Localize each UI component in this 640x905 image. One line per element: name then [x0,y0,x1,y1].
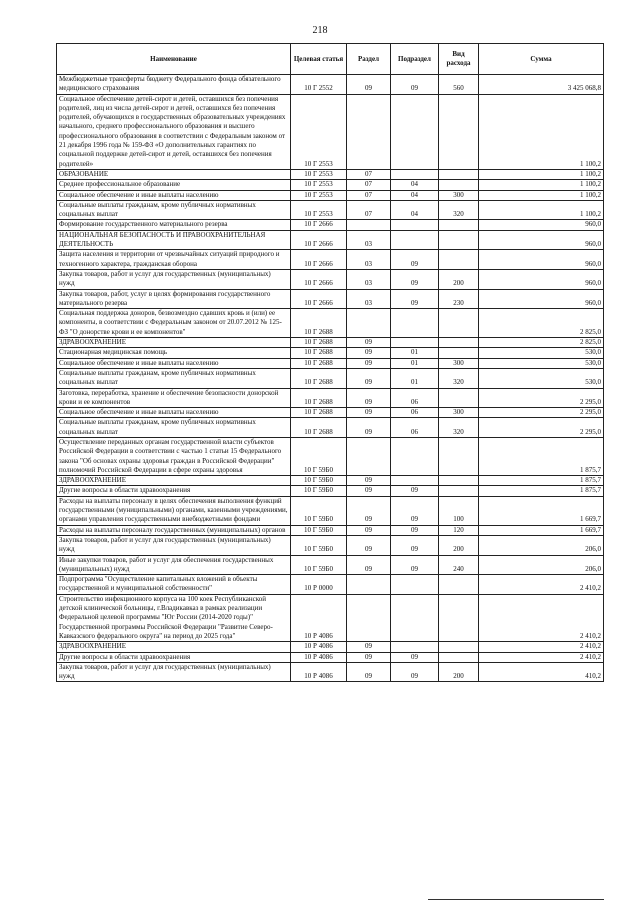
table-row [57,535,604,555]
row-amount-cell: 530,0 [479,358,604,368]
table-row [57,289,604,309]
row-expense-type-cell: 200 [439,535,479,555]
row-expense-type-cell: 300 [439,408,479,418]
row-section-cell: 09 [347,486,391,496]
row-section-cell: 07 [347,200,391,220]
row-expense-type-cell [439,180,479,190]
row-code-cell: 10 Г 2553 [291,169,347,179]
row-name-cell: Социальная поддержка доноров, безвозмездно сдавших кровь и (или) ее компоненты, в соответствии с Федеральным законом от 20.07.2012 № 125-ФЗ "О донорстве крови и ее компонентов" [57,309,291,338]
row-section-cell: 07 [347,190,391,200]
row-code-cell: 10 Г 2688 [291,358,347,368]
column-header-subsection: Подраздел [391,44,439,75]
row-name-cell: ОБРАЗОВАНИЕ [57,169,291,179]
row-name-cell: Иные закупки товаров, работ и услуг для обеспечения государственных (муниципальных) нужд [57,555,291,575]
row-amount-cell: 410,2 [479,662,604,682]
row-amount-cell: 960,0 [479,289,604,309]
table-row [57,437,604,475]
row-section-cell: 09 [347,75,391,95]
row-section-cell: 07 [347,169,391,179]
row-amount-cell: 2 825,0 [479,338,604,348]
row-section-cell: 09 [347,652,391,662]
row-expense-type-cell: 230 [439,289,479,309]
row-section-cell: 09 [347,555,391,575]
row-expense-type-cell [439,220,479,230]
row-section-cell: 09 [347,348,391,358]
row-expense-type-cell [439,575,479,595]
row-name-cell: Социальные выплаты гражданам, кроме публичных нормативных социальных выплат [57,200,291,220]
row-code-cell: 10 Г 2553 [291,94,347,169]
row-section-cell: 09 [347,408,391,418]
row-section-cell [347,594,391,641]
row-section-cell: 09 [347,642,391,652]
row-name-cell: Стационарная медицинская помощь [57,348,291,358]
row-amount-cell: 2 295,0 [479,388,604,408]
row-section-cell: 07 [347,180,391,190]
row-expense-type-cell: 240 [439,555,479,575]
row-subsection-cell [391,642,439,652]
row-code-cell: 10 Г 59Б0 [291,535,347,555]
row-amount-cell: 960,0 [479,220,604,230]
row-subsection-cell: 04 [391,190,439,200]
row-section-cell: 09 [347,496,391,525]
row-name-cell: Закупка товаров, работ и услуг для государственных (муниципальных) нужд [57,269,291,289]
row-subsection-cell [391,309,439,338]
row-code-cell: 10 Г 2688 [291,338,347,348]
row-code-cell: 10 Г 2666 [291,269,347,289]
row-amount-cell: 2 410,2 [479,575,604,595]
row-section-cell [347,94,391,169]
row-code-cell: 10 Г 2688 [291,408,347,418]
row-subsection-cell [391,437,439,475]
row-subsection-cell: 09 [391,269,439,289]
row-subsection-cell: 09 [391,289,439,309]
row-name-cell: Осуществление переданных органам государственной власти субъектов Российской Федерации в соответствии с частью 1 статьи 15 Федерального закона "Об основах охраны здоровья граждан в Российской Федерации" полномочий Российской Федерации в сфере охраны здоровья [57,437,291,475]
row-expense-type-cell [439,594,479,641]
table-row [57,575,604,595]
row-amount-cell: 2 410,2 [479,594,604,641]
row-subsection-cell: 09 [391,662,439,682]
row-expense-type-cell: 100 [439,496,479,525]
row-expense-type-cell: 320 [439,418,479,438]
row-expense-type-cell [439,309,479,338]
row-expense-type-cell [439,338,479,348]
table-header-row [57,44,604,75]
row-section-cell: 09 [347,338,391,348]
row-expense-type-cell [439,652,479,662]
column-header-amount: Сумма [479,44,604,75]
table-row [57,408,604,418]
row-name-cell: Социальные выплаты гражданам, кроме публичных нормативных социальных выплат [57,418,291,438]
row-code-cell: 10 Г 2666 [291,289,347,309]
row-section-cell [347,309,391,338]
row-code-cell: 10 Г 2666 [291,230,347,250]
table-row [57,486,604,496]
page-number: 218 [312,25,328,36]
row-expense-type-cell [439,94,479,169]
budget-table [56,43,604,682]
row-amount-cell: 1 100,2 [479,169,604,179]
table-row [57,220,604,230]
row-subsection-cell [391,230,439,250]
row-subsection-cell [391,476,439,486]
row-code-cell: 10 Г 2666 [291,220,347,230]
row-amount-cell: 3 425 068,8 [479,75,604,95]
row-code-cell: 10 Р 4086 [291,594,347,641]
row-code-cell: 10 Г 2553 [291,200,347,220]
row-name-cell: Другие вопросы в области здравоохранения [57,652,291,662]
row-amount-cell: 1 100,2 [479,200,604,220]
row-subsection-cell: 01 [391,348,439,358]
row-name-cell: Защита населения и территории от чрезвычайных ситуаций природного и техногенного характера, гражданская оборона [57,250,291,270]
row-section-cell: 09 [347,535,391,555]
row-expense-type-cell [439,388,479,408]
row-code-cell: 10 Г 59Б0 [291,437,347,475]
row-expense-type-cell [439,230,479,250]
row-subsection-cell: 09 [391,486,439,496]
row-code-cell: 10 Г 59Б0 [291,486,347,496]
row-subsection-cell: 09 [391,525,439,535]
row-section-cell: 09 [347,525,391,535]
row-name-cell: Закупка товаров, работ и услуг для государственных (муниципальных) нужд [57,535,291,555]
row-section-cell [347,437,391,475]
row-name-cell: Социальные выплаты гражданам, кроме публичных нормативных социальных выплат [57,368,291,388]
row-name-cell: ЗДРАВООХРАНЕНИЕ [57,642,291,652]
row-expense-type-cell [439,169,479,179]
row-expense-type-cell [439,642,479,652]
table-row [57,200,604,220]
row-section-cell [347,220,391,230]
row-amount-cell: 206,0 [479,555,604,575]
row-amount-cell: 1 669,7 [479,496,604,525]
row-code-cell: 10 Г 2688 [291,348,347,358]
row-amount-cell: 1 100,2 [479,190,604,200]
row-section-cell: 03 [347,230,391,250]
row-amount-cell: 960,0 [479,230,604,250]
table-row [57,652,604,662]
row-subsection-cell: 01 [391,368,439,388]
row-subsection-cell: 09 [391,555,439,575]
table-row [57,250,604,270]
row-subsection-cell [391,169,439,179]
row-subsection-cell: 09 [391,652,439,662]
table-row [57,230,604,250]
row-section-cell: 09 [347,388,391,408]
row-expense-type-cell: 200 [439,662,479,682]
row-subsection-cell: 09 [391,75,439,95]
row-subsection-cell [391,575,439,595]
row-code-cell: 10 Р 0000 [291,575,347,595]
row-expense-type-cell [439,486,479,496]
row-section-cell: 03 [347,250,391,270]
table-row [57,418,604,438]
row-expense-type-cell [439,250,479,270]
row-amount-cell: 2 295,0 [479,408,604,418]
footer-rule [428,899,604,900]
table-row [57,555,604,575]
table-row [57,358,604,368]
row-subsection-cell [391,338,439,348]
row-expense-type-cell [439,437,479,475]
table-row [57,190,604,200]
row-code-cell: 10 Г 59Б0 [291,525,347,535]
row-code-cell: 10 Г 2552 [291,75,347,95]
row-subsection-cell [391,94,439,169]
row-code-cell: 10 Г 2688 [291,388,347,408]
row-section-cell: 03 [347,269,391,289]
table-body [57,75,604,682]
row-name-cell: Социальное обеспечение детей-сирот и детей, оставшихся без попечения родителей, лиц из числа детей-сирот и детей, оставшихся без попечения родителей, обучающихся в государственных образовательных учреждениях начального, среднего профессионального образования и высшего профессионального образования в соответствии с Федеральным законом от 21 декабря 1996 года № 159-ФЗ «О дополнительных гарантиях по социальной поддержке детей-сирот и детей, оставшихся без попечения родителей» [57,94,291,169]
row-name-cell: Расходы на выплаты персоналу государственных (муниципальных) органов [57,525,291,535]
row-amount-cell: 1 100,2 [479,180,604,190]
column-header-section: Раздел [347,44,391,75]
row-code-cell: 10 Г 2553 [291,190,347,200]
row-section-cell [347,575,391,595]
row-name-cell: Среднее профессиональное образование [57,180,291,190]
row-name-cell: Формирование государственного материального резерва [57,220,291,230]
row-code-cell: 10 Г 59Б0 [291,476,347,486]
row-amount-cell: 2 410,2 [479,642,604,652]
row-name-cell: Заготовка, переработка, хранение и обеспечение безопасности донорской крови и ее компонентов [57,388,291,408]
row-code-cell: 10 Г 2688 [291,309,347,338]
row-code-cell: 10 Г 2688 [291,368,347,388]
row-expense-type-cell: 560 [439,75,479,95]
row-subsection-cell: 09 [391,535,439,555]
column-header-expense-type: Вид расхода [439,44,479,75]
row-amount-cell: 1 669,7 [479,525,604,535]
row-name-cell: Другие вопросы в области здравоохранения [57,486,291,496]
table-row [57,662,604,682]
table-row [57,388,604,408]
row-name-cell: Социальное обеспечение и иные выплаты населению [57,408,291,418]
table-row [57,525,604,535]
row-name-cell: Социальное обеспечение и иные выплаты населению [57,190,291,200]
row-amount-cell: 960,0 [479,250,604,270]
row-expense-type-cell: 320 [439,368,479,388]
row-name-cell: Подпрограмма "Осуществление капитальных вложений в объекты государственной и муниципальной собственности" [57,575,291,595]
row-name-cell: Закупка товаров, работ, услуг в целях формирования государственного материального резерва [57,289,291,309]
row-code-cell: 10 Р 4086 [291,642,347,652]
row-section-cell: 09 [347,418,391,438]
table-row [57,269,604,289]
row-amount-cell: 1 875,7 [479,437,604,475]
row-subsection-cell: 04 [391,200,439,220]
table-row [57,348,604,358]
row-section-cell: 09 [347,662,391,682]
row-name-cell: ЗДРАВООХРАНЕНИЕ [57,338,291,348]
row-amount-cell: 2 825,0 [479,309,604,338]
table-row [57,338,604,348]
row-expense-type-cell [439,476,479,486]
row-amount-cell: 1 875,7 [479,476,604,486]
row-expense-type-cell: 300 [439,358,479,368]
row-amount-cell: 530,0 [479,368,604,388]
row-expense-type-cell: 120 [439,525,479,535]
row-amount-cell: 1 100,2 [479,94,604,169]
column-header-code: Целевая статья [291,44,347,75]
row-subsection-cell: 09 [391,496,439,525]
table-row [57,368,604,388]
row-name-cell: Расходы на выплаты персоналу в целях обеспечения выполнения функций государственными (муниципальными) органами, казенными учреждениями, органами управления государственными внебюджетными фондами [57,496,291,525]
row-section-cell: 09 [347,358,391,368]
row-expense-type-cell: 200 [439,269,479,289]
row-code-cell: 10 Г 2553 [291,180,347,190]
column-header-name: Наименование [57,44,291,75]
row-name-cell: ЗДРАВООХРАНЕНИЕ [57,476,291,486]
table-row [57,309,604,338]
row-section-cell: 09 [347,476,391,486]
row-subsection-cell: 06 [391,388,439,408]
row-amount-cell: 1 875,7 [479,486,604,496]
row-amount-cell: 2 410,2 [479,652,604,662]
row-subsection-cell: 01 [391,358,439,368]
row-expense-type-cell [439,348,479,358]
row-code-cell: 10 Р 4086 [291,662,347,682]
row-subsection-cell [391,594,439,641]
row-expense-type-cell: 320 [439,200,479,220]
row-name-cell: НАЦИОНАЛЬНАЯ БЕЗОПАСНОСТЬ И ПРАВООХРАНИТЕЛЬНАЯ ДЕЯТЕЛЬНОСТЬ [57,230,291,250]
row-subsection-cell: 06 [391,418,439,438]
row-code-cell: 10 Г 59Б0 [291,496,347,525]
row-name-cell: Строительство инфекционного корпуса на 100 коек Республиканской детской клинической больницы, г.Владикавказ в рамках реализации Федеральной целевой программы "Юг России (2014-2020 годы)" Государственной программы Российской Федерации "Развитие Северо-Кавказского федерального округа" на период до 2025 года" [57,594,291,641]
row-code-cell: 10 Г 2666 [291,250,347,270]
row-name-cell: Социальное обеспечение и иные выплаты населению [57,358,291,368]
table-row [57,496,604,525]
table-row [57,594,604,641]
row-amount-cell: 960,0 [479,269,604,289]
table-row [57,642,604,652]
row-amount-cell: 530,0 [479,348,604,358]
row-section-cell: 03 [347,289,391,309]
row-subsection-cell: 06 [391,408,439,418]
row-expense-type-cell: 300 [439,190,479,200]
table-row [57,75,604,95]
table-row [57,94,604,169]
row-subsection-cell: 09 [391,250,439,270]
row-amount-cell: 206,0 [479,535,604,555]
row-subsection-cell [391,220,439,230]
row-amount-cell: 2 295,0 [479,418,604,438]
table-row [57,180,604,190]
row-code-cell: 10 Р 4086 [291,652,347,662]
table-row [57,476,604,486]
row-subsection-cell: 04 [391,180,439,190]
table-row [57,169,604,179]
row-code-cell: 10 Г 59Б0 [291,555,347,575]
row-name-cell: Межбюджетные трансферты бюджету Федерального фонда обязательного медицинского страхования [57,75,291,95]
row-name-cell: Закупка товаров, работ и услуг для государственных (муниципальных) нужд [57,662,291,682]
row-code-cell: 10 Г 2688 [291,418,347,438]
row-section-cell: 09 [347,368,391,388]
